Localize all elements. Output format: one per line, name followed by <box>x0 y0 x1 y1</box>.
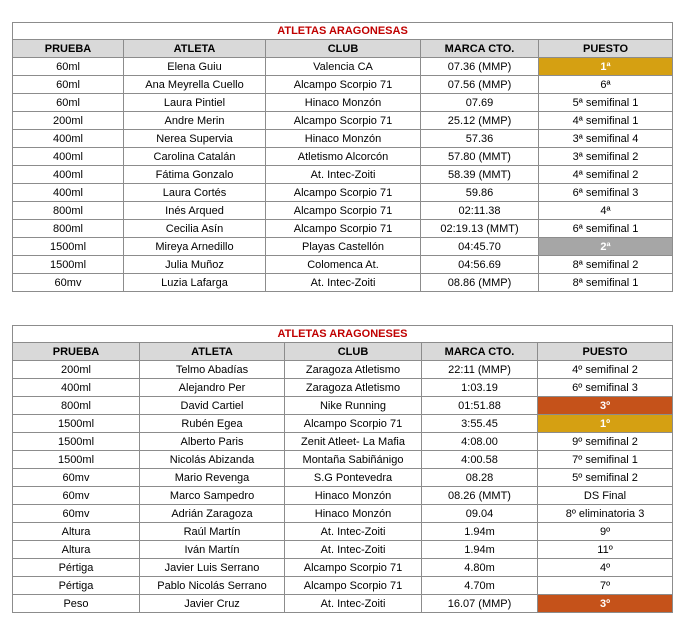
cell-club: Hinaco Monzón <box>285 487 422 505</box>
cell-atleta: Ana Meyrella Cuello <box>124 76 266 94</box>
table-row <box>13 112 673 130</box>
cell-puesto: 9º <box>538 523 673 541</box>
cell-prueba: Altura <box>13 523 140 541</box>
cell-puesto: 8ª semifinal 1 <box>539 274 673 292</box>
cell-marca: 08.86 (MMP) <box>421 274 539 292</box>
cell-club: Alcampo Scorpio 71 <box>266 184 421 202</box>
cell-puesto: 2ª <box>539 238 673 256</box>
table-row <box>13 451 673 469</box>
cell-marca: 58.39 (MMT) <box>421 166 539 184</box>
cell-club: Nike Running <box>285 397 422 415</box>
cell-prueba: 60ml <box>13 76 124 94</box>
cell-club: Zenit Atleet- La Mafia <box>285 433 422 451</box>
cell-puesto: 1ª <box>539 58 673 76</box>
table-row <box>13 523 673 541</box>
cell-prueba: 200ml <box>13 112 124 130</box>
cell-marca: 1.94m <box>422 523 538 541</box>
cell-marca: 16.07 (MMP) <box>422 595 538 613</box>
cell-club: Colomenca At. <box>266 256 421 274</box>
cell-club: Playas Castellón <box>266 238 421 256</box>
cell-prueba: 1500ml <box>13 256 124 274</box>
cell-puesto: 4º <box>538 559 673 577</box>
cell-club: At. Intec-Zoiti <box>266 166 421 184</box>
cell-atleta: Pablo Nicolás Serrano <box>140 577 285 595</box>
cell-atleta: Laura Pintiel <box>124 94 266 112</box>
column-header-club: CLUB <box>266 40 421 58</box>
cell-puesto: 4º semifinal 2 <box>538 361 673 379</box>
table-row <box>13 220 673 238</box>
cell-atleta: Elena Guiu <box>124 58 266 76</box>
cell-marca: 07.56 (MMP) <box>421 76 539 94</box>
cell-atleta: Julia Muñoz <box>124 256 266 274</box>
cell-club: Zaragoza Atletismo <box>285 379 422 397</box>
cell-marca: 01:51.88 <box>422 397 538 415</box>
cell-prueba: 200ml <box>13 361 140 379</box>
cell-puesto: 3ª semifinal 2 <box>539 148 673 166</box>
cell-marca: 4:08.00 <box>422 433 538 451</box>
cell-prueba: 800ml <box>13 397 140 415</box>
cell-marca: 22:11 (MMP) <box>422 361 538 379</box>
cell-marca: 07.36 (MMP) <box>421 58 539 76</box>
table-row <box>13 469 673 487</box>
cell-puesto: 7º <box>538 577 673 595</box>
cell-puesto: 6ª semifinal 3 <box>539 184 673 202</box>
cell-atleta: Nicolás Abizanda <box>140 451 285 469</box>
cell-club: Alcampo Scorpio 71 <box>266 202 421 220</box>
table-row <box>13 148 673 166</box>
cell-atleta: Mireya Arnedillo <box>124 238 266 256</box>
cell-prueba: 1500ml <box>13 433 140 451</box>
table-row <box>13 433 673 451</box>
cell-atleta: Alberto Paris <box>140 433 285 451</box>
cell-puesto: 6ª <box>539 76 673 94</box>
cell-atleta: Marco Sampedro <box>140 487 285 505</box>
cell-puesto: 11º <box>538 541 673 559</box>
cell-atleta: Andre Merin <box>124 112 266 130</box>
cell-atleta: Raúl Martín <box>140 523 285 541</box>
table-row <box>13 238 673 256</box>
cell-puesto: 8º eliminatoria 3 <box>538 505 673 523</box>
table-row <box>13 487 673 505</box>
column-header-marca: MARCA CTO. <box>421 40 539 58</box>
table-row <box>13 166 673 184</box>
cell-marca: 4:00.58 <box>422 451 538 469</box>
cell-puesto: 6º semifinal 3 <box>538 379 673 397</box>
cell-prueba: 400ml <box>13 379 140 397</box>
cell-marca: 1:03.19 <box>422 379 538 397</box>
cell-atleta: Javier Cruz <box>140 595 285 613</box>
column-header-puesto: PUESTO <box>539 40 673 58</box>
men-table-body <box>13 361 673 613</box>
women-table-body <box>13 58 673 292</box>
column-header-prueba: PRUEBA <box>13 343 140 361</box>
cell-club: At. Intec-Zoiti <box>285 523 422 541</box>
cell-club: Alcampo Scorpio 71 <box>266 220 421 238</box>
cell-prueba: Peso <box>13 595 140 613</box>
table-row <box>13 361 673 379</box>
table-row <box>13 184 673 202</box>
table-row <box>13 94 673 112</box>
cell-atleta: Mario Revenga <box>140 469 285 487</box>
cell-club: Alcampo Scorpio 71 <box>285 415 422 433</box>
cell-atleta: Fátima Gonzalo <box>124 166 266 184</box>
cell-atleta: Adrián Zaragoza <box>140 505 285 523</box>
men-table-title: ATLETAS ARAGONESES <box>13 326 673 343</box>
cell-prueba: 60ml <box>13 58 124 76</box>
table-row <box>13 58 673 76</box>
cell-marca: 25.12 (MMP) <box>421 112 539 130</box>
cell-prueba: 400ml <box>13 184 124 202</box>
table-row <box>13 541 673 559</box>
cell-prueba: 60mv <box>13 487 140 505</box>
cell-club: Hinaco Monzón <box>266 94 421 112</box>
cell-club: Atletismo Alcorcón <box>266 148 421 166</box>
cell-prueba: 800ml <box>13 202 124 220</box>
cell-puesto: 3º <box>538 397 673 415</box>
cell-marca: 07.69 <box>421 94 539 112</box>
cell-prueba: 400ml <box>13 166 124 184</box>
cell-club: Hinaco Monzón <box>285 505 422 523</box>
cell-puesto: 7º semifinal 1 <box>538 451 673 469</box>
cell-atleta: Carolina Catalán <box>124 148 266 166</box>
cell-atleta: David Cartiel <box>140 397 285 415</box>
cell-puesto: 4ª <box>539 202 673 220</box>
table-row <box>13 505 673 523</box>
cell-club: Alcampo Scorpio 71 <box>266 112 421 130</box>
cell-prueba: 60mv <box>13 274 124 292</box>
cell-atleta: Javier Luis Serrano <box>140 559 285 577</box>
table-row <box>13 76 673 94</box>
cell-atleta: Luzia Lafarga <box>124 274 266 292</box>
table-row <box>13 256 673 274</box>
cell-atleta: Inés Arqued <box>124 202 266 220</box>
cell-marca: 02:11.38 <box>421 202 539 220</box>
table-row <box>13 274 673 292</box>
cell-puesto: 5º semifinal 2 <box>538 469 673 487</box>
cell-prueba: 400ml <box>13 130 124 148</box>
cell-puesto: 4ª semifinal 2 <box>539 166 673 184</box>
cell-marca: 08.28 <box>422 469 538 487</box>
cell-puesto: 5ª semifinal 1 <box>539 94 673 112</box>
cell-marca: 02:19.13 (MMT) <box>421 220 539 238</box>
cell-marca: 59.86 <box>421 184 539 202</box>
cell-club: Alcampo Scorpio 71 <box>285 577 422 595</box>
cell-puesto: 6ª semifinal 1 <box>539 220 673 238</box>
cell-puesto: 8ª semifinal 2 <box>539 256 673 274</box>
cell-prueba: 60mv <box>13 505 140 523</box>
cell-prueba: 60ml <box>13 94 124 112</box>
women-results-table <box>12 22 673 292</box>
cell-marca: 1.94m <box>422 541 538 559</box>
cell-club: S.G Pontevedra <box>285 469 422 487</box>
cell-puesto: 3º <box>538 595 673 613</box>
cell-atleta: Laura Cortés <box>124 184 266 202</box>
cell-atleta: Rubén Egea <box>140 415 285 433</box>
cell-prueba: Pértiga <box>13 577 140 595</box>
table-row <box>13 379 673 397</box>
cell-marca: 3:55.45 <box>422 415 538 433</box>
table-row <box>13 559 673 577</box>
cell-club: Alcampo Scorpio 71 <box>285 559 422 577</box>
cell-marca: 57.80 (MMT) <box>421 148 539 166</box>
cell-atleta: Alejandro Per <box>140 379 285 397</box>
cell-atleta: Cecilia Asín <box>124 220 266 238</box>
cell-club: Zaragoza Atletismo <box>285 361 422 379</box>
cell-atleta: Telmo Abadías <box>140 361 285 379</box>
cell-puesto: 9º semifinal 2 <box>538 433 673 451</box>
cell-puesto: DS Final <box>538 487 673 505</box>
column-header-atleta: ATLETA <box>140 343 285 361</box>
cell-club: Hinaco Monzón <box>266 130 421 148</box>
cell-club: Montaña Sabiñánigo <box>285 451 422 469</box>
cell-prueba: Altura <box>13 541 140 559</box>
men-results-table <box>12 325 673 613</box>
table-row <box>13 595 673 613</box>
cell-marca: 4.80m <box>422 559 538 577</box>
cell-marca: 04:56.69 <box>421 256 539 274</box>
cell-prueba: 1500ml <box>13 238 124 256</box>
column-header-club: CLUB <box>285 343 422 361</box>
table-row <box>13 577 673 595</box>
cell-club: At. Intec-Zoiti <box>285 595 422 613</box>
table-row <box>13 130 673 148</box>
cell-marca: 08.26 (MMT) <box>422 487 538 505</box>
women-table-title: ATLETAS ARAGONESAS <box>13 23 673 40</box>
cell-puesto: 3ª semifinal 4 <box>539 130 673 148</box>
cell-prueba: 1500ml <box>13 451 140 469</box>
cell-prueba: 1500ml <box>13 415 140 433</box>
cell-prueba: Pértiga <box>13 559 140 577</box>
cell-puesto: 4ª semifinal 1 <box>539 112 673 130</box>
table-row <box>13 202 673 220</box>
cell-atleta: Nerea Supervia <box>124 130 266 148</box>
column-header-prueba: PRUEBA <box>13 40 124 58</box>
cell-marca: 09.04 <box>422 505 538 523</box>
cell-club: Valencia CA <box>266 58 421 76</box>
column-header-marca: MARCA CTO. <box>422 343 538 361</box>
cell-puesto: 1º <box>538 415 673 433</box>
cell-club: At. Intec-Zoiti <box>266 274 421 292</box>
table-row <box>13 397 673 415</box>
cell-atleta: Iván Martín <box>140 541 285 559</box>
column-header-puesto: PUESTO <box>538 343 673 361</box>
cell-club: At. Intec-Zoiti <box>285 541 422 559</box>
cell-prueba: 60mv <box>13 469 140 487</box>
cell-marca: 57.36 <box>421 130 539 148</box>
cell-marca: 4.70m <box>422 577 538 595</box>
table-row <box>13 415 673 433</box>
cell-marca: 04:45.70 <box>421 238 539 256</box>
column-header-atleta: ATLETA <box>124 40 266 58</box>
cell-prueba: 400ml <box>13 148 124 166</box>
cell-prueba: 800ml <box>13 220 124 238</box>
cell-club: Alcampo Scorpio 71 <box>266 76 421 94</box>
